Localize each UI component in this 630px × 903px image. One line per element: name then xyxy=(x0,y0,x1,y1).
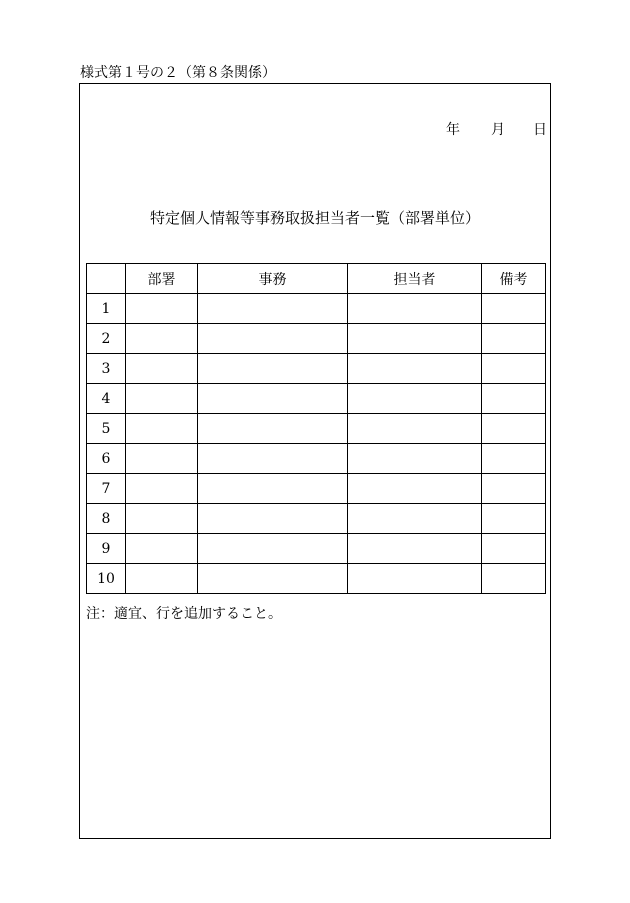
date-year-label: 年 xyxy=(446,122,460,138)
department-cell[interactable] xyxy=(126,444,198,474)
table-row xyxy=(87,534,546,564)
staff-roster-table xyxy=(86,263,546,594)
task-cell[interactable] xyxy=(198,324,348,354)
person-in-charge-cell[interactable] xyxy=(348,504,482,534)
remarks-cell[interactable] xyxy=(482,354,546,384)
row-number: 9 xyxy=(87,534,126,564)
remarks-cell[interactable] xyxy=(482,534,546,564)
remarks-cell[interactable] xyxy=(482,384,546,414)
table-row xyxy=(87,564,546,594)
table-row xyxy=(87,354,546,384)
person-in-charge-cell[interactable] xyxy=(348,294,482,324)
document-title: 特定個人情報等事務取扱担当者一覧（部署単位） xyxy=(149,209,480,227)
task-cell[interactable] xyxy=(198,414,348,444)
person-in-charge-cell[interactable] xyxy=(348,474,482,504)
table-row xyxy=(87,414,546,444)
department-cell[interactable] xyxy=(126,474,198,504)
table-row xyxy=(87,294,546,324)
row-number: 8 xyxy=(87,504,126,534)
table-row xyxy=(87,474,546,504)
person-in-charge-cell[interactable] xyxy=(348,444,482,474)
row-number: 2 xyxy=(87,324,126,354)
task-cell[interactable] xyxy=(198,534,348,564)
remarks-cell[interactable] xyxy=(482,324,546,354)
person-in-charge-cell[interactable] xyxy=(348,324,482,354)
header-person-in-charge: 担当者 xyxy=(348,264,482,294)
row-number: 6 xyxy=(87,444,126,474)
task-cell[interactable] xyxy=(198,384,348,414)
table-row xyxy=(87,324,546,354)
row-number: 1 xyxy=(87,294,126,324)
remarks-cell[interactable] xyxy=(482,414,546,444)
department-cell[interactable] xyxy=(126,354,198,384)
task-cell[interactable] xyxy=(198,474,348,504)
row-number: 5 xyxy=(87,414,126,444)
task-cell[interactable] xyxy=(198,564,348,594)
table-row xyxy=(87,444,546,474)
department-cell[interactable] xyxy=(126,294,198,324)
date-month-label: 月 xyxy=(491,122,505,138)
person-in-charge-cell[interactable] xyxy=(348,534,482,564)
row-number: 3 xyxy=(87,354,126,384)
table-row xyxy=(87,504,546,534)
header-number xyxy=(87,264,126,294)
form-number: 様式第１号の２（第８条関係） xyxy=(80,65,276,81)
task-cell[interactable] xyxy=(198,354,348,384)
date-day-label: 日 xyxy=(533,122,547,138)
task-cell[interactable] xyxy=(198,504,348,534)
footnote: 注：適宜、行を追加すること。 xyxy=(86,606,282,622)
department-cell[interactable] xyxy=(126,384,198,414)
person-in-charge-cell[interactable] xyxy=(348,414,482,444)
department-cell[interactable] xyxy=(126,534,198,564)
row-number: 7 xyxy=(87,474,126,504)
task-cell[interactable] xyxy=(198,294,348,324)
table-row xyxy=(87,384,546,414)
remarks-cell[interactable] xyxy=(482,444,546,474)
person-in-charge-cell[interactable] xyxy=(348,564,482,594)
remarks-cell[interactable] xyxy=(482,564,546,594)
table-header-row xyxy=(87,264,546,294)
person-in-charge-cell[interactable] xyxy=(348,384,482,414)
header-remarks: 備考 xyxy=(482,264,546,294)
department-cell[interactable] xyxy=(126,504,198,534)
remarks-cell[interactable] xyxy=(482,504,546,534)
remarks-cell[interactable] xyxy=(482,474,546,504)
row-number: 10 xyxy=(87,564,126,594)
date-line xyxy=(446,121,546,139)
header-task: 事務 xyxy=(198,264,348,294)
person-in-charge-cell[interactable] xyxy=(348,354,482,384)
department-cell[interactable] xyxy=(126,324,198,354)
remarks-cell[interactable] xyxy=(482,294,546,324)
row-number: 4 xyxy=(87,384,126,414)
task-cell[interactable] xyxy=(198,444,348,474)
department-cell[interactable] xyxy=(126,414,198,444)
header-department: 部署 xyxy=(126,264,198,294)
department-cell[interactable] xyxy=(126,564,198,594)
